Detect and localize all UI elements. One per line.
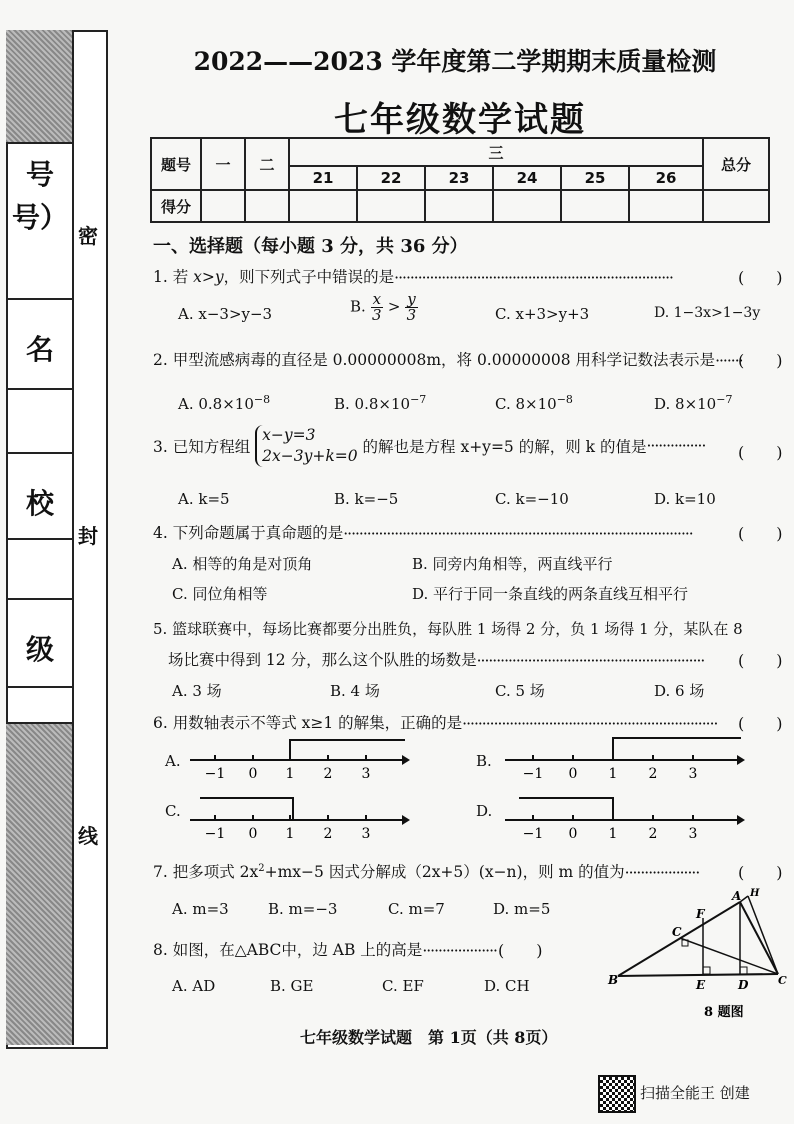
svg-text:C: C: [672, 925, 682, 939]
score-table: [150, 137, 770, 223]
question-7: 7. 把多项式 $2x^2+mx-5$ 因式分解成（2x+5）(x−n)，则 m 的值为···················: [153, 862, 700, 882]
q1-option-a: A. x−3>y−3: [178, 305, 273, 323]
q3-option-b: B. k=−5: [334, 490, 399, 508]
qr-code-icon: [598, 1075, 636, 1113]
number-line-a: [190, 730, 410, 785]
col-section-three: 三: [289, 138, 703, 166]
strip-rule: [6, 388, 72, 390]
strip-rule: [6, 686, 72, 688]
col-section-one: 一: [201, 138, 245, 190]
answer-paren[interactable]: ( ): [738, 714, 783, 733]
answer-paren[interactable]: ( ): [738, 268, 783, 287]
q1-option-d: D. 1−3x>1−3y: [654, 305, 761, 321]
strip-label-school: 校: [25, 487, 54, 520]
question-5-line1: 5. 篮球联赛中，每场比赛都要分出胜负，每队胜 1 场得 2 分，负 1 场得 1 分，某队在 8: [153, 620, 743, 638]
svg-text:0: 0: [568, 826, 578, 842]
q3-option-d: D. k=10: [654, 490, 716, 508]
svg-text:1: 1: [285, 766, 295, 782]
col-q26: 26: [629, 166, 703, 190]
col-q24: 24: [493, 166, 561, 190]
equation-system: x−y=3 2x−3y+k=0: [255, 425, 357, 467]
q7-option-c: C. m=7: [388, 900, 445, 918]
strip-label-number2: 号）: [11, 201, 68, 234]
svg-text:0: 0: [568, 766, 578, 782]
q5-option-c: C. 5 场: [495, 682, 545, 700]
svg-text:1: 1: [285, 826, 295, 842]
strip-label-number: 号: [25, 158, 54, 191]
score-cell[interactable]: [561, 190, 629, 222]
q6-option-b-label: B.: [476, 752, 492, 770]
strip-label-class: 级: [25, 633, 54, 666]
question-4: 4. 下列命题属于真命题的是·························································································: [153, 524, 693, 543]
svg-text:E: E: [696, 978, 706, 992]
svg-text:−1: −1: [204, 766, 226, 782]
question-5-line2: 场比赛中得到 12 分，那么这个队胜的场数是··························································: [168, 651, 705, 670]
svg-text:3: 3: [688, 766, 698, 782]
question-3: 3. 已知方程组 x−y=3 2x−3y+k=0 的解也是方程 x+y=5 的解，则 k 的值是···············: [153, 426, 706, 465]
svg-text:1: 1: [608, 826, 618, 842]
answer-paren[interactable]: ( ): [738, 351, 783, 370]
svg-text:2: 2: [648, 766, 658, 782]
q5-option-d: D. 6 场: [654, 682, 705, 700]
number-line-d: [505, 790, 745, 845]
strip-rule: [6, 142, 72, 144]
q6-option-a-label: A.: [165, 752, 181, 770]
q3-option-a: A. k=5: [178, 490, 230, 508]
svg-text:3: 3: [361, 826, 371, 842]
score-cell[interactable]: [703, 190, 769, 222]
q7-option-d: D. m=5: [493, 900, 551, 918]
col-section-two: 二: [245, 138, 289, 190]
q5-option-b: B. 4 场: [330, 682, 380, 700]
svg-text:D: D: [738, 978, 749, 992]
strip-rule: [6, 598, 72, 600]
page-footer: 七年级数学试题 第 1页（共 8页）: [300, 1028, 558, 1047]
col-q21: 21: [289, 166, 357, 190]
svg-text:F: F: [696, 907, 705, 921]
shaded-region-top: [6, 30, 72, 142]
q8-option-a: A. AD: [172, 977, 216, 995]
shaded-region-bottom: [6, 722, 72, 1045]
q3-option-c: C. k=−10: [495, 490, 569, 508]
q6-option-d-label: D.: [476, 802, 493, 820]
seal-char-xian: 线: [78, 824, 98, 848]
number-line-b: [505, 730, 745, 785]
q5-option-a: A. 3 场: [172, 682, 222, 700]
score-cell[interactable]: [493, 190, 561, 222]
seal-char-feng: 封: [78, 524, 98, 548]
q8-option-c: C. EF: [382, 977, 424, 995]
answer-paren[interactable]: ( ): [738, 524, 783, 543]
svg-text:3: 3: [361, 766, 371, 782]
q2-option-d: D. $8\times 10^{-7}$: [654, 393, 733, 413]
q1-option-b: B. $\frac{x}{3}$ > $\frac{y}{3}$: [350, 290, 417, 324]
question-1: 1. 若 x>y，则下列式子中错误的是·······································································: [153, 268, 673, 287]
q4-option-a: A. 相等的角是对顶角: [172, 555, 313, 573]
exam-subject-title: 七年级数学试题: [334, 100, 586, 140]
svg-text:H: H: [750, 888, 760, 899]
q8-option-b: B. GE: [270, 977, 314, 995]
q8-option-d: D. CH: [484, 977, 530, 995]
q7-option-b: B. m=−3: [268, 900, 338, 918]
svg-text:2: 2: [648, 826, 658, 842]
row-label-score: 得分: [151, 190, 201, 222]
score-cell[interactable]: [245, 190, 289, 222]
answer-paren[interactable]: ( ): [738, 443, 783, 462]
score-cell[interactable]: [201, 190, 245, 222]
number-line-c: [190, 790, 410, 845]
strip-rule: [6, 298, 72, 300]
answer-paren[interactable]: ( ): [738, 651, 783, 670]
svg-text:B: B: [608, 973, 619, 987]
q1-option-c: C. x+3>y+3: [495, 305, 590, 323]
svg-text:−1: −1: [204, 826, 226, 842]
strip-divider: [72, 30, 74, 1045]
answer-paren[interactable]: ( ): [498, 941, 543, 960]
col-q25: 25: [561, 166, 629, 190]
q4-option-b: B. 同旁内角相等，两直线平行: [412, 555, 613, 573]
q6-option-c-label: C.: [165, 802, 181, 820]
q7-option-a: A. m=3: [172, 900, 229, 918]
q2-option-a: A. $0.8\times 10^{-8}$: [178, 393, 271, 413]
strip-rule: [6, 538, 72, 540]
question-6: 6. 用数轴表示不等式 x≥1 的解集，正确的是·································································: [153, 714, 718, 733]
strip-rule: [6, 722, 72, 724]
svg-text:A: A: [732, 889, 742, 903]
q2-option-c: C. $8\times 10^{-8}$: [495, 393, 573, 413]
svg-text:2: 2: [323, 766, 333, 782]
score-cell[interactable]: [289, 190, 357, 222]
answer-paren[interactable]: ( ): [738, 863, 783, 882]
col-q22: 22: [357, 166, 425, 190]
triangle-figure: [600, 888, 790, 1023]
svg-text:1: 1: [608, 766, 618, 782]
seal-char-mi: 密: [78, 224, 98, 248]
figure-caption: 8 题图: [704, 1005, 744, 1020]
svg-text:−1: −1: [522, 766, 544, 782]
question-2: 2. 甲型流感病毒的直径是 0.00000008m，将 0.00000008 用科学记数法表示是·······: [153, 351, 743, 370]
col-q23: 23: [425, 166, 493, 190]
section-title: 一、选择题（每小题 3 分，共 36 分）: [153, 236, 468, 257]
score-cell[interactable]: [357, 190, 425, 222]
svg-text:0: 0: [248, 766, 258, 782]
row-label-question: 题号: [151, 138, 201, 190]
score-cell[interactable]: [425, 190, 493, 222]
q2-option-b: B. $0.8\times 10^{-7}$: [334, 393, 427, 413]
strip-rule: [6, 452, 72, 454]
strip-label-name: 名: [25, 333, 54, 366]
svg-text:0: 0: [248, 826, 258, 842]
svg-text:C: C: [778, 974, 787, 987]
q4-option-c: C. 同位角相等: [172, 585, 268, 603]
q4-option-d: D. 平行于同一条直线的两条直线互相平行: [412, 585, 689, 603]
exam-term-title: 2022——2023 学年度第二学期期末质量检测: [193, 47, 717, 76]
col-total: 总分: [703, 138, 769, 190]
svg-text:3: 3: [688, 826, 698, 842]
svg-text:−1: −1: [522, 826, 544, 842]
question-8: 8. 如图，在△ABC中，边 AB 上的高是···················: [153, 941, 497, 960]
scanner-watermark: 扫描全能王 创建: [640, 1084, 750, 1102]
svg-text:2: 2: [323, 826, 333, 842]
score-cell[interactable]: [629, 190, 703, 222]
